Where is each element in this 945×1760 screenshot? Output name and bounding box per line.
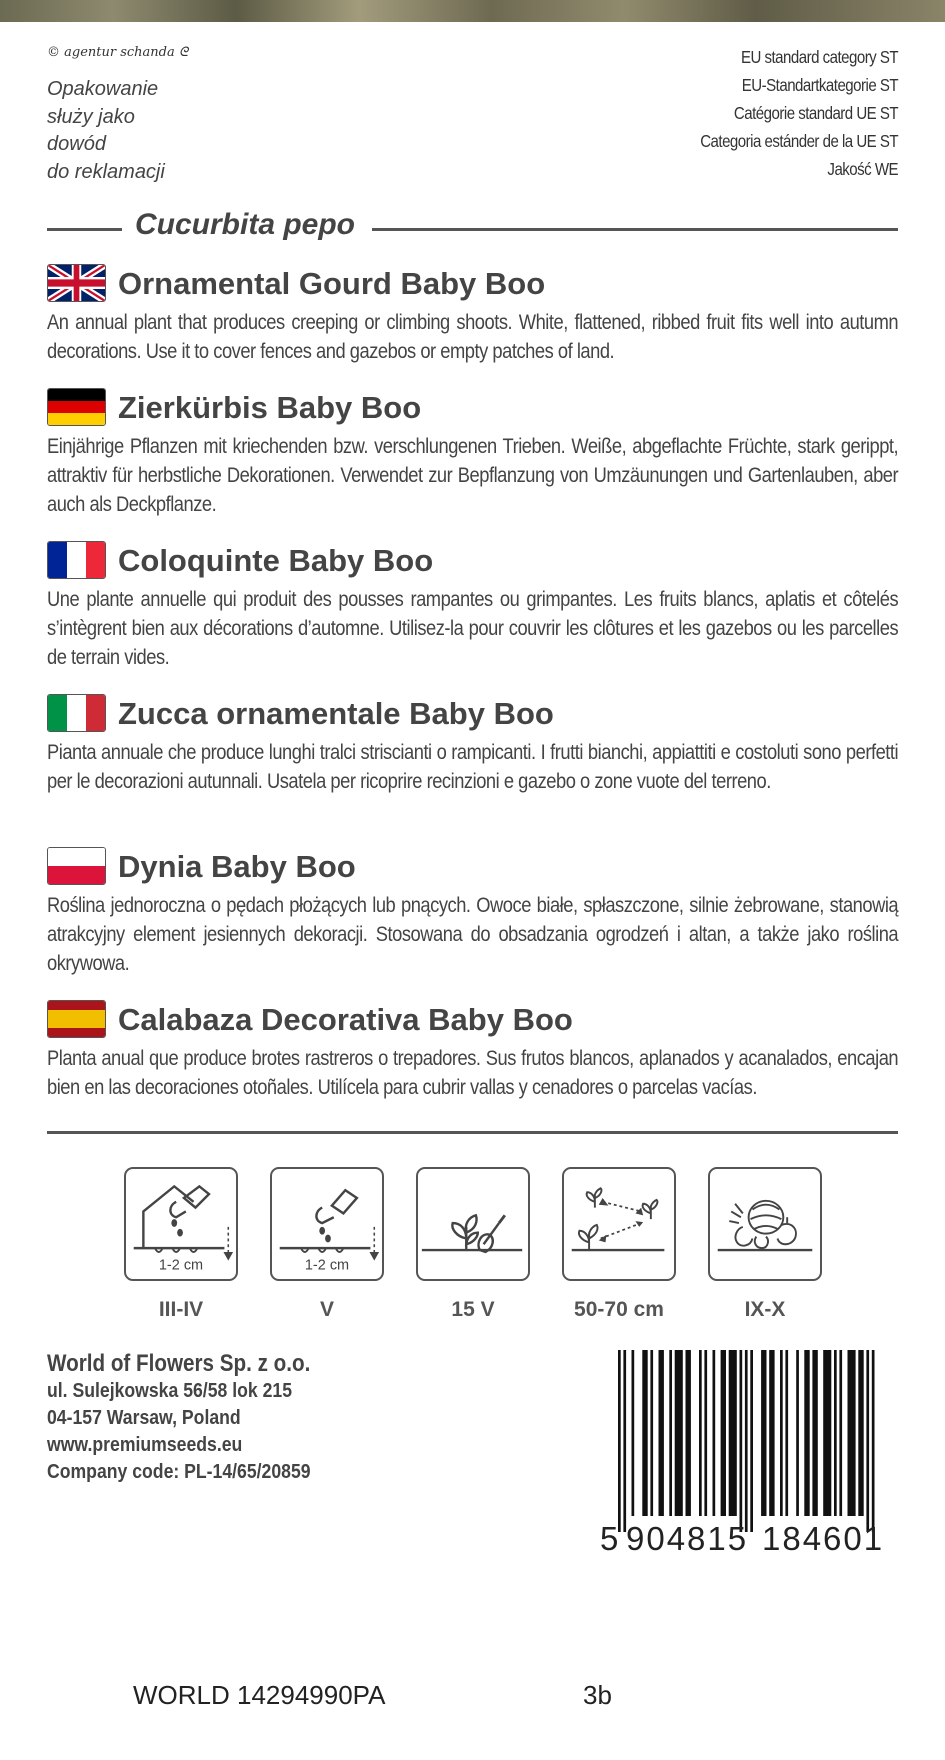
- barcode-bar: [839, 1350, 842, 1516]
- transplanting-icon: [416, 1167, 530, 1281]
- barcode-bar: [769, 1350, 774, 1516]
- sowing-depth-label: 1-2 cm: [304, 1257, 350, 1274]
- plant-spacing-value: 50-70 cm: [574, 1298, 664, 1321]
- section-description: Pianta annuale che produce lunghi tralci striscianti o rampicanti. I frutti bianchi, appiattiti e costoluti sono perfetti per le decorazioni autunnali. Usatela per ricoprire recinzioni e gazebo o zone vuote del terreno.: [47, 740, 899, 793]
- poland-flag-icon: [47, 847, 106, 885]
- barcode-bar: [686, 1350, 691, 1516]
- barcode-bar: [721, 1350, 726, 1516]
- company-website: www.premiumseeds.eu: [47, 1433, 243, 1456]
- barcode-bar: [618, 1350, 621, 1532]
- section-description: Roślina jednoroczna o pędach płożących lub pnących. Owoce białe, spłaszczone, silnie żebrowane, stanowią atrakcyjny element jesiennych dekoracji. Stosowana do obsadzania ogrodzeń i altan, a także jako roślina okrywowa.: [47, 893, 899, 975]
- complaint-line: dowód: [47, 133, 106, 155]
- complaint-line: Opakowanie: [47, 78, 159, 100]
- barcode-bar: [858, 1350, 863, 1516]
- barcode: [596, 1350, 898, 1555]
- print-version: 3b: [583, 1680, 612, 1710]
- barcode-bar: [650, 1350, 653, 1516]
- company-address: [47, 1350, 354, 1485]
- section-title: Calabaza Decorativa Baby Boo: [118, 1002, 573, 1037]
- barcode-digits-right: 184601: [762, 1520, 885, 1555]
- outdoor-sowing-icon: [270, 1167, 384, 1281]
- barcode-digits-left: 904815: [626, 1520, 749, 1555]
- species-name: Cucurbita pepo: [135, 208, 356, 241]
- company-name: World of Flowers Sp. z o.o.: [47, 1350, 311, 1377]
- spain-flag-icon: [47, 1000, 106, 1038]
- barcode-bar: [745, 1350, 748, 1532]
- copyright-notice: © agentur schanda ᘓ: [47, 45, 189, 60]
- barcode-bar: [642, 1350, 647, 1516]
- barcode-bar: [632, 1350, 635, 1516]
- barcode-digit-first: 5: [600, 1520, 619, 1555]
- italy-flag-icon: [47, 694, 106, 732]
- eu-standard-line: EU standard category ST: [740, 47, 898, 67]
- barcode-bar: [704, 1350, 707, 1516]
- sowing-indoor-months: III-IV: [158, 1298, 204, 1321]
- section-description: Einjährige Pflanzen mit kriechenden bzw. verschlungenen Trieben. Weiße, abgeflachte Früchte, stark gerippt, attraktiv für herbstliche Dekorationen. Verwendet zur Bepflanzung von Umzäunungen und Gartenlauben, aber auch als Deckpflanze.: [47, 434, 899, 516]
- sowing-depth-label: 1-2 cm: [158, 1257, 204, 1274]
- barcode-bar: [669, 1350, 672, 1516]
- barcode-bar: [785, 1350, 788, 1516]
- section-title: Coloquinte Baby Boo: [118, 543, 434, 578]
- complaint-line: do reklamacji: [47, 160, 165, 183]
- eu-standard-line: Jakość WE: [827, 159, 898, 179]
- product-photo-strip: [0, 0, 945, 22]
- eu-standard-category: [668, 43, 898, 183]
- harvest-months: IX-X: [744, 1298, 786, 1321]
- barcode-bar: [872, 1350, 875, 1532]
- eu-standard-line: Categoria estánder de la UE ST: [700, 131, 898, 151]
- barcode-bar: [804, 1350, 809, 1516]
- section-description: Une plante annuelle qui produit des pousses rampantes ou grimpantes. Les fruits blancs, aplatis et côtelés s’intègrent bien aux décorations d’automne. Utilisez-la pour couvrir les clôtures et les gazebos ou les parcelles de terrain vides.: [47, 587, 899, 669]
- barcode-bar: [729, 1350, 737, 1516]
- company-street: ul. Sulejkowska 56/58 lok 215: [47, 1379, 293, 1402]
- company-city: 04-157 Warsaw, Poland: [47, 1406, 241, 1429]
- species-heading: [47, 208, 898, 248]
- section-description: Planta anual que produce brotes rastreros o trepadores. Sus frutos blancos, aplanados y acanalados, encajan bien en las decoraciones otoñales. Utilícela para cubrir vallas y cenadores o parcelas vacías.: [47, 1046, 899, 1099]
- complaint-notice: [47, 76, 247, 186]
- transplanting-date: 15 V: [451, 1298, 495, 1321]
- barcode-bar: [761, 1350, 766, 1516]
- section-description: An annual plant that produces creeping or climbing shoots. White, flattened, ribbed fruit fits well into autumn decorations. Use it to cover fences and gazebos or empty patches of land.: [47, 310, 899, 363]
- product-code: WORLD 14294990PA: [133, 1680, 386, 1710]
- eu-standard-line: Catégorie standard UE ST: [733, 103, 898, 123]
- divider: [47, 228, 122, 231]
- barcode-bar: [740, 1350, 743, 1532]
- uk-flag-icon: [47, 264, 106, 302]
- plant-spacing-icon: [562, 1167, 676, 1281]
- eu-standard-line: EU-Standartkategorie ST: [741, 75, 898, 95]
- divider: [47, 1131, 898, 1134]
- indoor-sowing-icon: [124, 1167, 238, 1281]
- barcode-bar: [699, 1350, 702, 1516]
- barcode-bar: [713, 1350, 716, 1516]
- france-flag-icon: [47, 541, 106, 579]
- section-title: Dynia Baby Boo: [118, 849, 356, 884]
- barcode-bar: [823, 1350, 831, 1516]
- barcode-bar: [796, 1350, 799, 1516]
- barcode-bar: [750, 1350, 753, 1532]
- divider: [372, 228, 898, 231]
- barcode-bar: [866, 1350, 869, 1532]
- germany-flag-icon: [47, 388, 106, 426]
- barcode-bar: [675, 1350, 683, 1516]
- sowing-outdoor-month: V: [319, 1298, 334, 1321]
- harvest-icon: [708, 1167, 822, 1281]
- barcode-bar: [848, 1350, 856, 1516]
- barcode-bar: [812, 1350, 817, 1516]
- barcode-bar: [834, 1350, 837, 1516]
- section-title: Zucca ornamentale Baby Boo: [118, 696, 554, 731]
- section-title: Ornamental Gourd Baby Boo: [118, 266, 546, 301]
- barcode-bar: [659, 1350, 664, 1516]
- complaint-line: służy jako: [47, 105, 135, 128]
- barcode-bar: [780, 1350, 783, 1516]
- company-code: Company code: PL-14/65/20859: [47, 1460, 311, 1483]
- barcode-bar: [623, 1350, 626, 1532]
- section-title: Zierkürbis Baby Boo: [118, 390, 422, 425]
